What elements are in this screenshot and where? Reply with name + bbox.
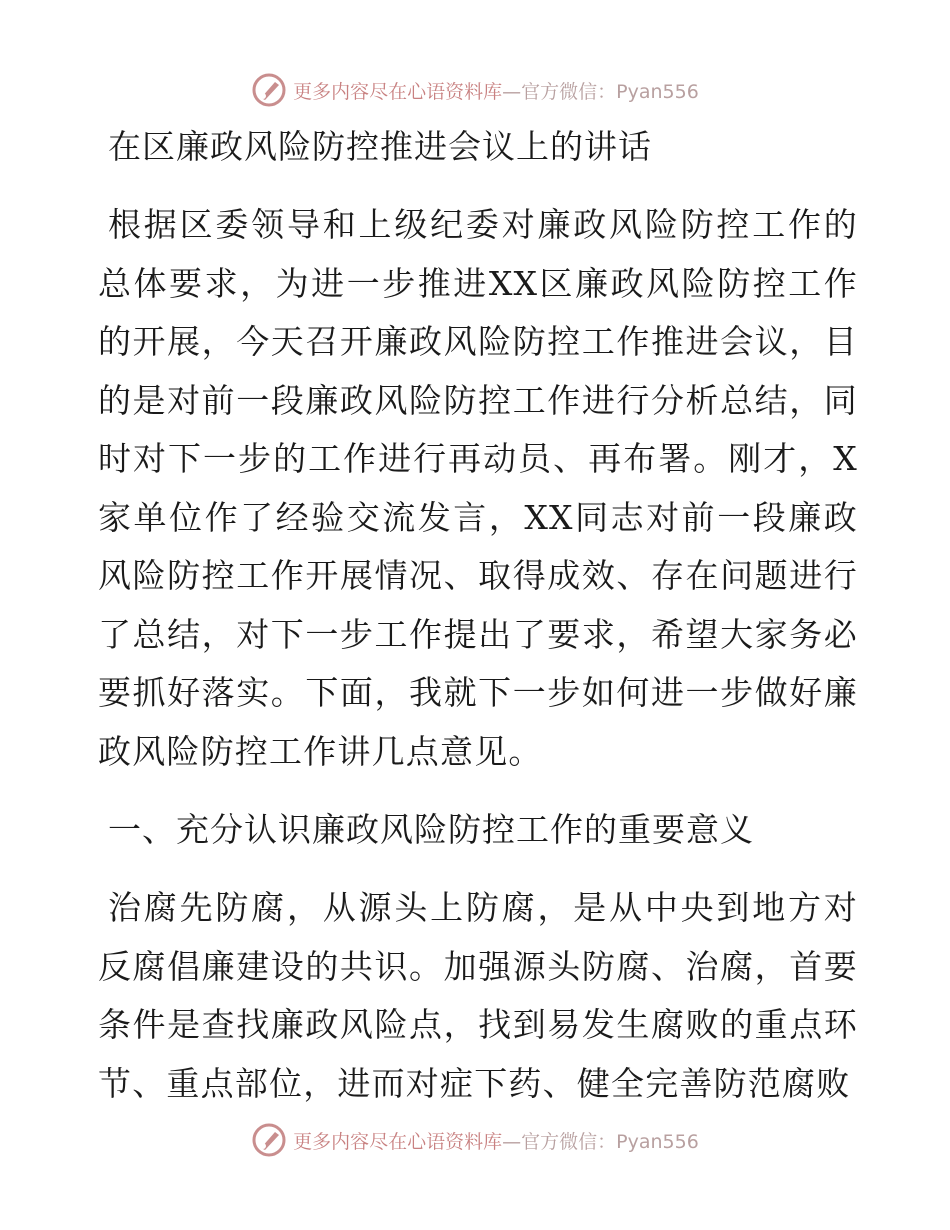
watermark-footer (0, 1120, 950, 1160)
pen-circle-logo-icon (251, 72, 287, 108)
watermark-brand: 更多内容尽在心语资料库 (293, 1130, 503, 1153)
watermark-header (0, 70, 950, 110)
watermark-brand: 更多内容尽在心语资料库 (293, 80, 503, 103)
watermark-contact: —官方微信：Pyan556 (502, 1130, 699, 1153)
document-body (98, 118, 858, 1113)
section-heading-1: 一、充分认识廉政风险防控工作的重要意义 (108, 810, 754, 849)
watermark-contact: —官方微信：Pyan556 (502, 80, 699, 103)
paragraph-section-1: 治腐先防腐，从源头上防腐，是从中央到地方对反腐倡廉建设的共识。加强源头防腐、治腐，首要条件是查找廉政风险点，找到易发生腐败的重点环节、重点部位，进而对症下药、健全完善防范腐败 (98, 888, 858, 1103)
document-title: 在区廉政风险防控推进会议上的讲话 (108, 127, 652, 166)
paragraph-intro: 根据区委领导和上级纪委对廉政风险防控工作的总体要求，为进一步推进XX区廉政风险防控工作的开展，今天召开廉政风险防控工作推进会议，目的是对前一段廉政风险防控工作进行分析总结，同时对下一步的工作进行再动员、再布署。刚才，X家单位作了经验交流发言，XX同志对前一段廉政风险防控工作开展情况、取得成效、存在问题进行了总结，对下一步工作提出了要求，希望大家务必要抓好落实。下面，我就下一步如何进一步做好廉政风险防控工作讲几点意见。 (98, 205, 858, 771)
pen-circle-logo-icon (251, 1122, 287, 1158)
